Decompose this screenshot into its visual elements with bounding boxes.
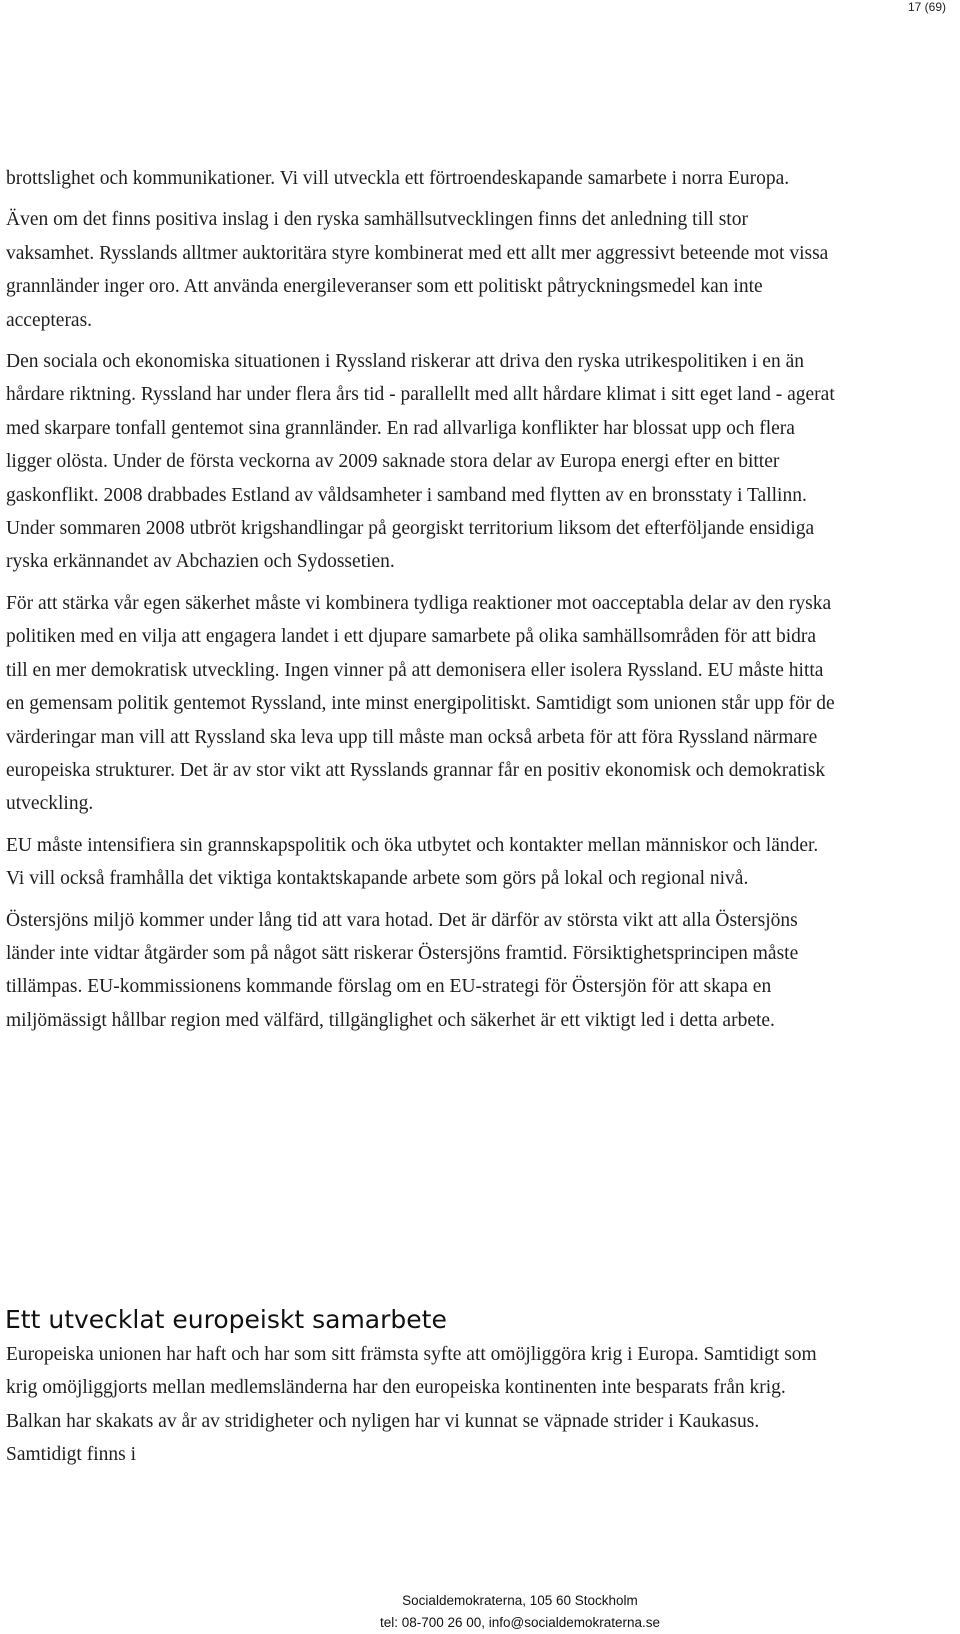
paragraph: EU måste intensifiera sin grannskapspolitik och öka utbytet och kontakter mellan människor och länder. Vi vill också framhålla det viktiga kontaktskapande arbete som görs på lokal och regional nivå. bbox=[6, 834, 819, 890]
page-number: 17 (69) bbox=[907, 0, 946, 14]
paragraph: Östersjöns miljö kommer under lång tid att vara hotad. Det är därför av största vikt att alla Östersjöns länder inte vidtar åtgärder som på något sätt riskerar Östersjöns framtid. Försiktighetsprincipen måste tillämpas. EU-kommissionens kommande förslag om en EU-strategi för Östersjön för att skapa en miljömässigt hållbar region med välfärd, tillgänglighet och säkerhet är ett viktigt led i detta arbete. bbox=[6, 909, 799, 1031]
paragraph: Europeiska unionen har haft och har som sitt främsta syfte att omöjliggöra krig i Europa. Samtidigt som krig omöjliggjorts mellan medlemsländerna har den europeiska kontinenten inte besparats från krig. Balkan har skakats av år av stridigheter och nyligen har vi kunnat se väpnade strider i Kaukasus. Samtidigt finns i bbox=[6, 1344, 817, 1466]
section-heading: Ett utvecklat europeiskt samarbete bbox=[5, 1305, 447, 1334]
paragraph: brottslighet och kommunikationer. Vi vill utveckla ett förtroendeskapande samarbete i norra Europa. bbox=[6, 168, 790, 189]
paragraph: Den sociala och ekonomiska situationen i Ryssland riskerar att driva den ryska utrikespolitiken i en än hårdare riktning. Ryssland har under flera års tid - parallellt med allt hårdare klimat i sitt eget land - agerat med skarpare tonfall gentemot sina grannländer. En rad allvarliga konflikter har blossat upp och flera ligger olösta. Under de första veckorna av 2009 saknade stora delar av Europa energi efter en bitter gaskonflikt. 2008 drabbades Estland av våldsamheter i samband med flytten av en bronsstaty i Tallinn. Under sommaren 2008 utbröt krigshandlingar på georgiskt territorium liksom det efterföljande ensidiga ryska erkännandet av Abchazien och Sydossetien. bbox=[6, 351, 835, 573]
section-body bbox=[6, 1338, 836, 1472]
paragraph: För att stärka vår egen säkerhet måste vi kombinera tydliga reaktioner mot oacceptabla delar av den ryska politiken med en vilja att engagera landet i ett djupare samarbete på olika samhällsområden för att bidra till en mer demokratisk utveckling. Ingen vinner på att demonisera eller isolera Ryssland. EU måste hitta en gemensam politik gentemot Ryssland, inte minst energipolitiskt. Samtidigt som unionen står upp för de värderingar man vill att Ryssland ska leva upp till måste man också arbeta för att föra Ryssland närmare europeiska strukturer. Det är av stor vikt att Rysslands grannar får en positiv ekonomisk och demokratisk utveckling. bbox=[6, 592, 835, 815]
footer-contact: tel: 08-700 26 00, info@socialdemokraterna.se bbox=[379, 1615, 661, 1630]
footer-address: Socialdemokraterna, 105 60 Stockholm bbox=[402, 1593, 638, 1608]
page-footer bbox=[0, 1590, 960, 1634]
document-body bbox=[6, 162, 836, 1045]
paragraph: Även om det finns positiva inslag i den ryska samhällsutvecklingen finns det anledning till stor vaksamhet. Rysslands alltmer auktoritära styre kombinerat med ett allt mer aggressivt beteende mot vissa grannländer inger oro. Att använda energileveranser som ett politiskt påtryckningsmedel kan inte accepteras. bbox=[6, 209, 829, 331]
